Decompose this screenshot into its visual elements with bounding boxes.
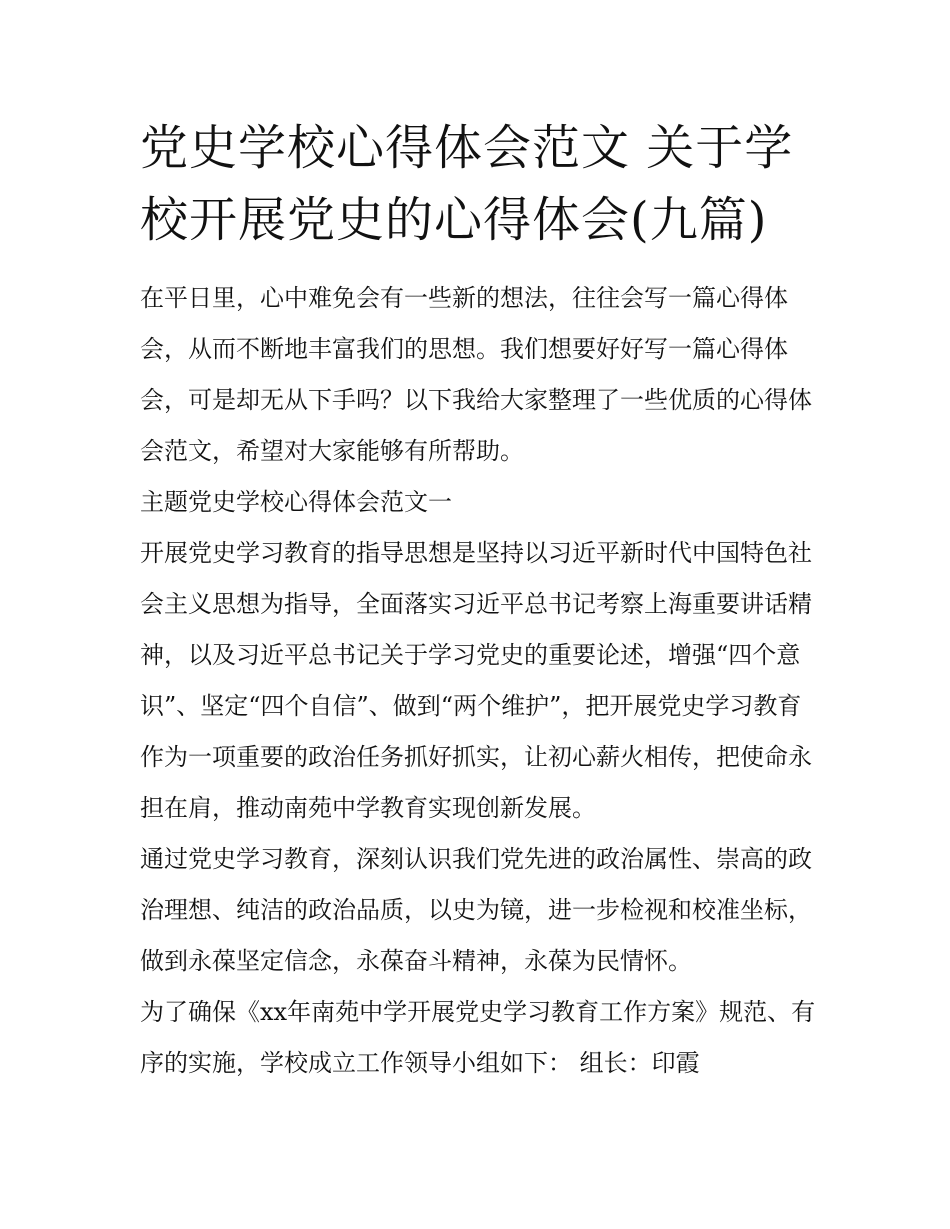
document-title: 党史学校心得体会范文 关于学校开展党史的心得体会(九篇) — [140, 120, 794, 248]
guiding-ideology-paragraph: 开展党史学习教育的指导思想是坚持以习近平新时代中国特色社会主义思想为指导，全面落实习近平总书记考察上海重要讲话精神，以及习近平总书记关于学习党史的重要论述，增强“四个意识”、坚定“四个自信”、做到“两个维护”，把开展党史学习教育作为一项重要的政治任务抓好抓实，让初心薪火相传，把使命永担在肩，推动南苑中学教育实现创新发展。 — [140, 539, 812, 822]
intro-paragraph: 在平日里，心中难免会有一些新的想法，往往会写一篇心得体会，从而不断地丰富我们的思想。我们想要好好写一篇心得体会，可是却无从下手吗？以下我给大家整理了一些优质的心得体会范文，希望对大家能够有所帮助。 — [140, 284, 812, 465]
section-heading: 主题党史学校心得体会范文一 — [140, 488, 452, 516]
purpose-paragraph: 通过党史学习教育，深刻认识我们党先进的政治属性、崇高的政治理想、纯洁的政治品质，以史为镜，进一步检视和校准坐标，做到永葆坚定信念，永葆奋斗精神，永葆为民情怀。 — [140, 845, 812, 975]
leadership-group-paragraph: 为了确保《xx年南苑中学开展党史学习教育工作方案》规范、有序的实施，学校成立工作领导小组如下： 组长：印霞 — [140, 998, 816, 1077]
